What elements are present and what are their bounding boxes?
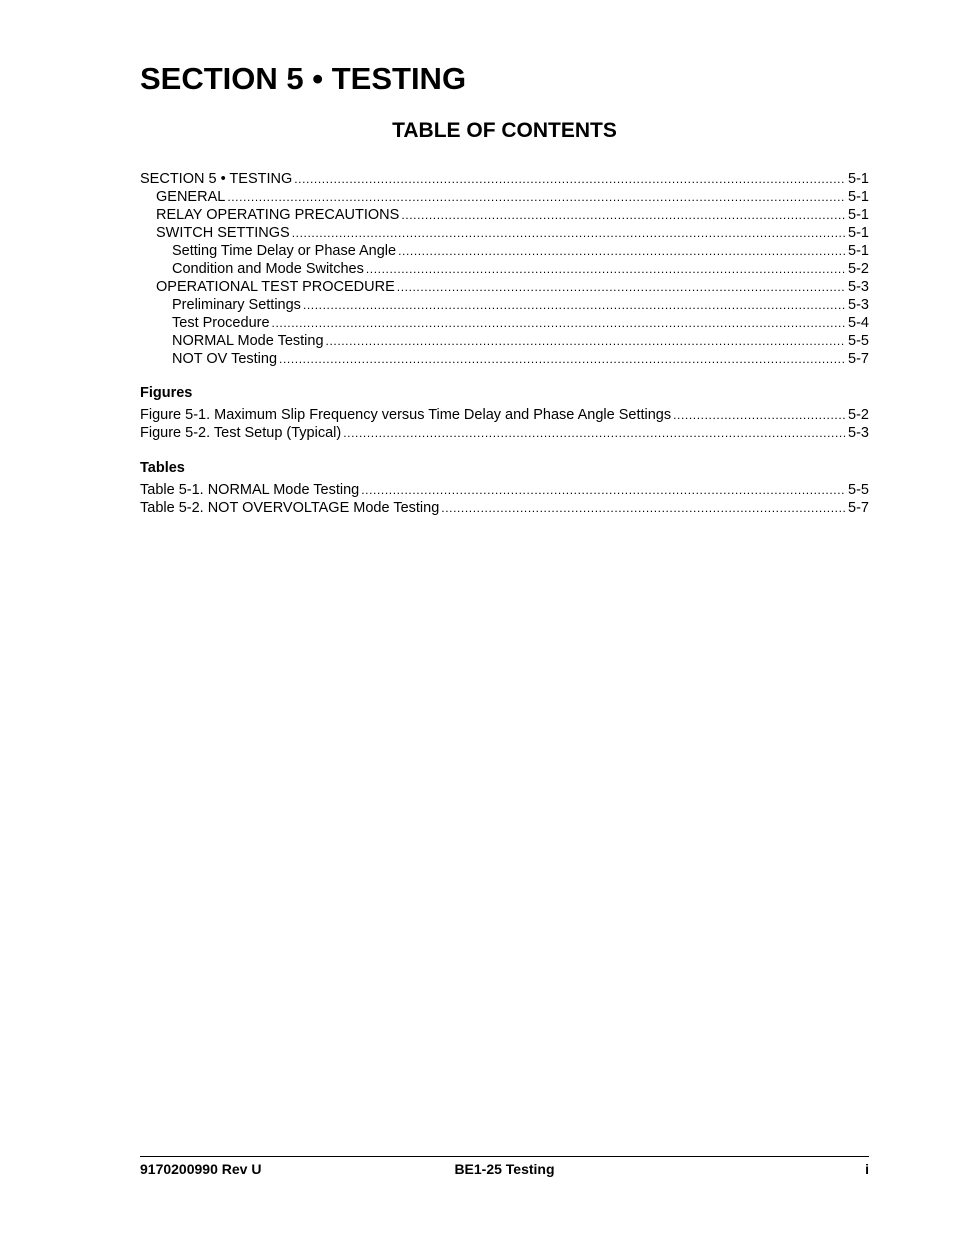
toc-entry-page: 5-1 <box>848 171 869 187</box>
figure-entry-title: Figure 5-1. Maximum Slip Frequency versus Time Delay and Phase Angle Settings <box>140 407 672 423</box>
toc-entry[interactable] <box>140 296 869 314</box>
toc-entry-title: SWITCH SETTINGS <box>156 225 290 241</box>
figures-list <box>140 406 869 442</box>
figure-entry[interactable] <box>140 424 869 442</box>
toc-entry[interactable] <box>140 260 869 278</box>
toc-entry-title: Preliminary Settings <box>172 297 301 313</box>
toc-entry-page: 5-2 <box>848 261 869 277</box>
toc-entry[interactable] <box>140 314 869 332</box>
toc-entry[interactable] <box>140 170 869 188</box>
toc-title: TABLE OF CONTENTS <box>392 119 617 142</box>
footer-document-title: BE1-25 Testing <box>454 1161 555 1177</box>
table-entry[interactable] <box>140 481 869 499</box>
table-entry-title: Table 5-2. NOT OVERVOLTAGE Mode Testing <box>140 500 440 516</box>
toc-entry[interactable] <box>140 206 869 224</box>
tables-heading: Tables <box>140 460 185 476</box>
figure-entry-page: 5-3 <box>848 425 869 441</box>
dot-leader <box>326 332 846 350</box>
toc-entry-title: Test Procedure <box>172 315 270 331</box>
table-entry-page: 5-5 <box>848 482 869 498</box>
dot-leader <box>401 206 845 224</box>
toc-entry-title: SECTION 5 • TESTING <box>140 171 293 187</box>
footer-page-number: i <box>865 1161 869 1177</box>
figure-entry-title: Figure 5-2. Test Setup (Typical) <box>140 425 342 441</box>
toc-entry-page: 5-1 <box>848 225 869 241</box>
table-entry-page: 5-7 <box>848 500 869 516</box>
toc-entry-title: GENERAL <box>156 189 226 205</box>
figures-heading: Figures <box>140 385 193 401</box>
toc-entry[interactable] <box>140 350 869 368</box>
toc-entry-page: 5-1 <box>848 189 869 205</box>
dot-leader <box>292 224 845 242</box>
dot-leader <box>303 296 845 314</box>
dot-leader <box>398 242 845 260</box>
toc-entry-title: OPERATIONAL TEST PROCEDURE <box>156 279 395 295</box>
toc-entry-title: NOT OV Testing <box>172 351 278 367</box>
toc-entry-page: 5-3 <box>848 297 869 313</box>
figure-entry[interactable] <box>140 406 869 424</box>
footer-document-number: 9170200990 Rev U <box>140 1161 262 1177</box>
toc-entry-page: 5-4 <box>848 315 869 331</box>
table-entry-title: Table 5-1. NORMAL Mode Testing <box>140 482 360 498</box>
dot-leader <box>294 170 845 188</box>
footer-divider <box>140 1156 869 1157</box>
dot-leader <box>343 424 845 442</box>
toc-entry-title: Setting Time Delay or Phase Angle <box>172 243 397 259</box>
dot-leader <box>441 499 845 517</box>
dot-leader <box>279 350 845 368</box>
toc-entry-page: 5-1 <box>848 207 869 223</box>
toc-entry-title: Condition and Mode Switches <box>172 261 364 277</box>
toc-entry[interactable] <box>140 242 869 260</box>
section-title: SECTION 5 • TESTING <box>140 61 467 96</box>
toc-entry-page: 5-5 <box>848 333 869 349</box>
toc-list <box>140 170 869 368</box>
toc-entry-page: 5-7 <box>848 351 869 367</box>
dot-leader <box>227 188 845 206</box>
dot-leader <box>397 278 845 296</box>
toc-entry-title: RELAY OPERATING PRECAUTIONS <box>156 207 400 223</box>
toc-entry[interactable] <box>140 188 869 206</box>
toc-entry-page: 5-1 <box>848 243 869 259</box>
dot-leader <box>673 406 845 424</box>
toc-entry-title: NORMAL Mode Testing <box>172 333 324 349</box>
toc-entry-page: 5-3 <box>848 279 869 295</box>
page-footer <box>140 1160 869 1178</box>
toc-entry[interactable] <box>140 224 869 242</box>
dot-leader <box>272 314 846 332</box>
tables-list <box>140 481 869 517</box>
table-entry[interactable] <box>140 499 869 517</box>
document-page <box>140 0 869 1235</box>
figure-entry-page: 5-2 <box>848 407 869 423</box>
toc-entry[interactable] <box>140 278 869 296</box>
dot-leader <box>366 260 845 278</box>
dot-leader <box>361 481 845 499</box>
toc-entry[interactable] <box>140 332 869 350</box>
